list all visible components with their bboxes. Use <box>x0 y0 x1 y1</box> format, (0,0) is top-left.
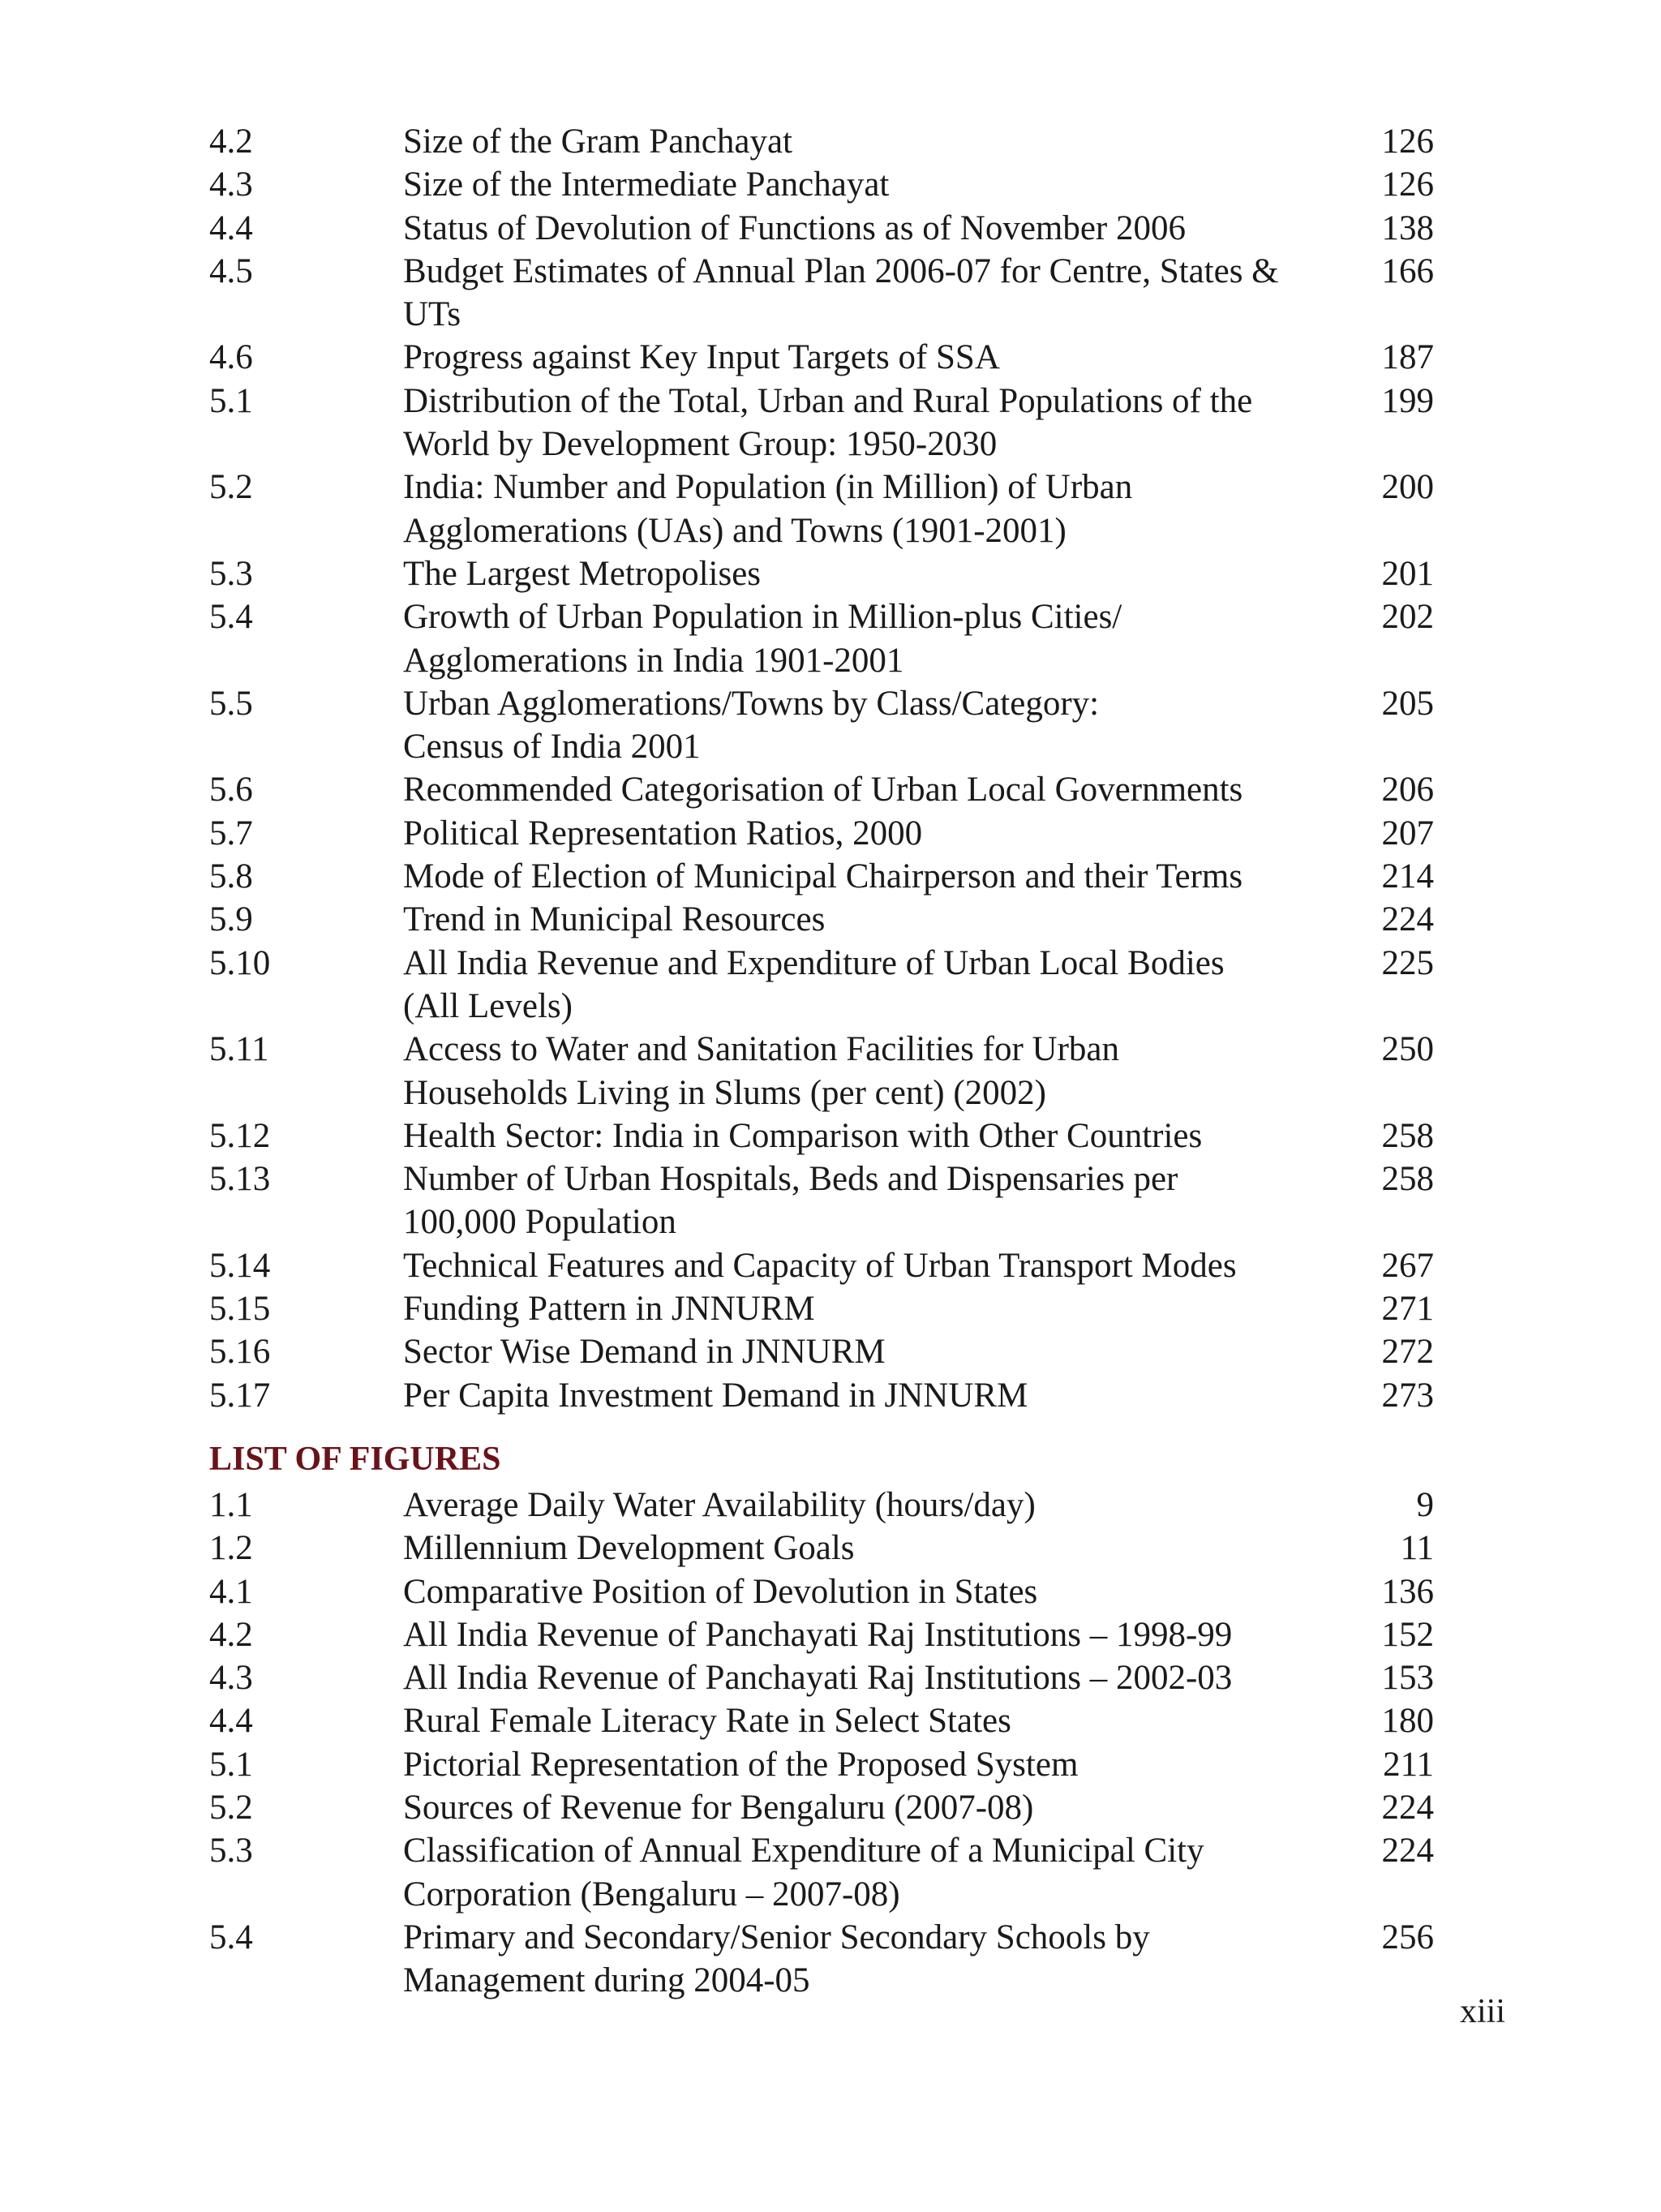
entry-number: 5.17 <box>209 1376 271 1415</box>
entry-page: 206 <box>1381 771 1434 810</box>
entry-page: 225 <box>1381 943 1434 982</box>
entry-title: The Largest Metropolises <box>403 554 762 593</box>
entry-title: India: Number and Population (in Million) of Urban Agglomerations (UAs) and Towns (1901-2001) <box>403 468 1133 550</box>
entry-title: Distribution of the Total, Urban and Rural Populations of the World by Development Group: 1950-2030 <box>403 381 1253 464</box>
entry-number: 4.1 <box>209 1572 253 1611</box>
toc-entry <box>209 1613 1434 1656</box>
entry-number: 5.5 <box>209 684 253 723</box>
page-number: xiii <box>1459 1993 1505 2030</box>
toc-entry <box>209 1699 1434 1742</box>
list-of-tables <box>209 120 1434 1417</box>
list-of-figures <box>209 1484 1434 2003</box>
entry-title: Comparative Position of Devolution in States <box>403 1572 1038 1611</box>
entry-page: 256 <box>1381 1918 1434 1956</box>
entry-page: 272 <box>1381 1333 1434 1372</box>
toc-entry <box>209 1244 1434 1287</box>
toc-entry <box>209 1158 1434 1244</box>
toc-page <box>209 120 1434 2002</box>
entry-number: 5.14 <box>209 1246 271 1285</box>
entry-title: Progress against Key Input Targets of SSA <box>403 338 1000 377</box>
entry-page: 211 <box>1383 1745 1434 1784</box>
list-of-figures-heading: LIST OF FIGURES <box>209 1440 501 1478</box>
toc-entry <box>209 1527 1434 1570</box>
entry-page: 224 <box>1381 1832 1434 1871</box>
entry-page: 273 <box>1381 1376 1434 1415</box>
entry-title: Average Daily Water Availability (hours/day) <box>403 1485 1036 1524</box>
toc-entry <box>209 1115 1434 1158</box>
entry-number: 4.4 <box>209 208 253 247</box>
entry-page: 9 <box>1416 1485 1434 1524</box>
toc-entry <box>209 1330 1434 1373</box>
toc-entry <box>209 898 1434 941</box>
entry-page: 126 <box>1381 122 1434 161</box>
entry-title: Funding Pattern in JNNURM <box>403 1290 815 1329</box>
entry-page: 152 <box>1381 1615 1434 1654</box>
toc-entry <box>209 1570 1434 1613</box>
entry-number: 4.6 <box>209 338 253 377</box>
toc-entry <box>209 682 1434 769</box>
entry-title: Technical Features and Capacity of Urban Transport Modes <box>403 1246 1237 1285</box>
entry-title: Classification of Annual Expenditure of a Municipal City Corporation (Bengaluru – 2007-08) <box>403 1832 1204 1913</box>
toc-entry <box>209 466 1434 552</box>
entry-title: All India Revenue of Panchayati Raj Institutions – 1998-99 <box>403 1615 1233 1654</box>
toc-entry <box>209 1786 1434 1829</box>
entry-number: 5.3 <box>209 1832 253 1871</box>
entry-number: 4.3 <box>209 1659 253 1698</box>
entry-title: Health Sector: India in Comparison with Other Countries <box>403 1116 1203 1155</box>
entry-page: 138 <box>1381 208 1434 247</box>
entry-page: 11 <box>1400 1529 1434 1568</box>
entry-title: Size of the Gram Panchayat <box>403 122 792 161</box>
entry-title: Millennium Development Goals <box>403 1529 855 1568</box>
toc-entry <box>209 250 1434 337</box>
entry-title: Rural Female Literacy Rate in Select States <box>403 1702 1011 1741</box>
entry-page: 205 <box>1381 684 1434 723</box>
toc-entry <box>209 163 1434 206</box>
toc-entry <box>209 768 1434 811</box>
entry-title: Primary and Secondary/Senior Secondary Schools by Management during 2004-05 <box>403 1918 1150 2000</box>
entry-title: All India Revenue of Panchayati Raj Institutions – 2002-03 <box>403 1659 1233 1698</box>
toc-entry <box>209 1916 1434 2003</box>
entry-number: 5.7 <box>209 814 253 853</box>
entry-page: 267 <box>1381 1246 1434 1285</box>
entry-page: 153 <box>1381 1659 1434 1698</box>
entry-title: Status of Devolution of Functions as of November 2006 <box>403 208 1187 247</box>
toc-entry <box>209 595 1434 682</box>
entry-page: 136 <box>1381 1572 1434 1611</box>
toc-entry <box>209 812 1434 855</box>
entry-page: 250 <box>1381 1030 1434 1069</box>
entry-page: 199 <box>1381 381 1434 420</box>
entry-number: 5.8 <box>209 857 253 896</box>
entry-title: Sources of Revenue for Bengaluru (2007-08) <box>403 1788 1034 1827</box>
entry-page: 224 <box>1381 900 1434 939</box>
toc-entry <box>209 207 1434 250</box>
entry-page: 258 <box>1381 1116 1434 1155</box>
entry-number: 5.10 <box>209 943 271 982</box>
entry-number: 5.13 <box>209 1160 271 1199</box>
entry-title: Budget Estimates of Annual Plan 2006-07 for Centre, States & UTs <box>403 251 1279 334</box>
entry-title: Access to Water and Sanitation Facilities for Urban Households Living in Slums (per cent) (2002) <box>403 1030 1119 1112</box>
toc-entry <box>209 1656 1434 1699</box>
entry-number: 4.3 <box>209 165 253 204</box>
toc-entry <box>209 552 1434 595</box>
entry-number: 5.4 <box>209 1918 253 1956</box>
entry-number: 5.2 <box>209 1788 253 1827</box>
entry-title: Political Representation Ratios, 2000 <box>403 814 923 853</box>
entry-number: 4.4 <box>209 1702 253 1741</box>
entry-number: 5.1 <box>209 1745 253 1784</box>
entry-page: 200 <box>1381 468 1434 507</box>
entry-title: Pictorial Representation of the Proposed System <box>403 1745 1079 1784</box>
entry-title: Trend in Municipal Resources <box>403 900 826 939</box>
entry-number: 5.11 <box>209 1030 269 1069</box>
toc-entry <box>209 1484 1434 1527</box>
entry-title: Per Capita Investment Demand in JNNURM <box>403 1376 1028 1415</box>
entry-page: 201 <box>1381 554 1434 593</box>
entry-number: 1.2 <box>209 1529 253 1568</box>
entry-page: 187 <box>1381 338 1434 377</box>
entry-page: 207 <box>1381 814 1434 853</box>
entry-number: 5.6 <box>209 771 253 810</box>
entry-title: Growth of Urban Population in Million-plus Cities/ Agglomerations in India 1901-2001 <box>403 598 1122 680</box>
entry-page: 271 <box>1381 1290 1434 1329</box>
toc-entry <box>209 336 1434 379</box>
entry-title: Number of Urban Hospitals, Beds and Dispensaries per 100,000 Population <box>403 1160 1178 1242</box>
entry-title: Sector Wise Demand in JNNURM <box>403 1333 886 1372</box>
entry-title: Size of the Intermediate Panchayat <box>403 165 890 204</box>
toc-entry <box>209 1829 1434 1916</box>
entry-number: 5.1 <box>209 381 253 420</box>
toc-entry <box>209 120 1434 163</box>
entry-title: Urban Agglomerations/Towns by Class/Category: Census of India 2001 <box>403 684 1100 767</box>
toc-entry <box>209 1374 1434 1417</box>
entry-page: 180 <box>1381 1702 1434 1741</box>
entry-title: All India Revenue and Expenditure of Urban Local Bodies (All Levels) <box>403 943 1225 1025</box>
entry-number: 5.4 <box>209 598 253 637</box>
entry-title: Mode of Election of Municipal Chairperson and their Terms <box>403 857 1243 896</box>
entry-number: 5.15 <box>209 1290 271 1329</box>
entry-page: 214 <box>1381 857 1434 896</box>
toc-entry <box>209 1287 1434 1330</box>
toc-entry <box>209 1028 1434 1115</box>
entry-page: 166 <box>1381 251 1434 290</box>
entry-page: 126 <box>1381 165 1434 204</box>
entry-page: 258 <box>1381 1160 1434 1199</box>
entry-number: 5.9 <box>209 900 253 939</box>
entry-number: 4.2 <box>209 1615 253 1654</box>
entry-page: 224 <box>1381 1788 1434 1827</box>
entry-number: 5.16 <box>209 1333 271 1372</box>
toc-entry <box>209 855 1434 898</box>
entry-number: 5.3 <box>209 554 253 593</box>
entry-number: 4.5 <box>209 251 253 290</box>
entry-number: 5.2 <box>209 468 253 507</box>
entry-number: 4.2 <box>209 122 253 161</box>
toc-entry <box>209 942 1434 1029</box>
entry-number: 1.1 <box>209 1485 253 1524</box>
toc-entry <box>209 1743 1434 1786</box>
entry-number: 5.12 <box>209 1116 271 1155</box>
entry-page: 202 <box>1381 598 1434 637</box>
entry-title: Recommended Categorisation of Urban Local Governments <box>403 771 1243 810</box>
toc-entry <box>209 380 1434 466</box>
